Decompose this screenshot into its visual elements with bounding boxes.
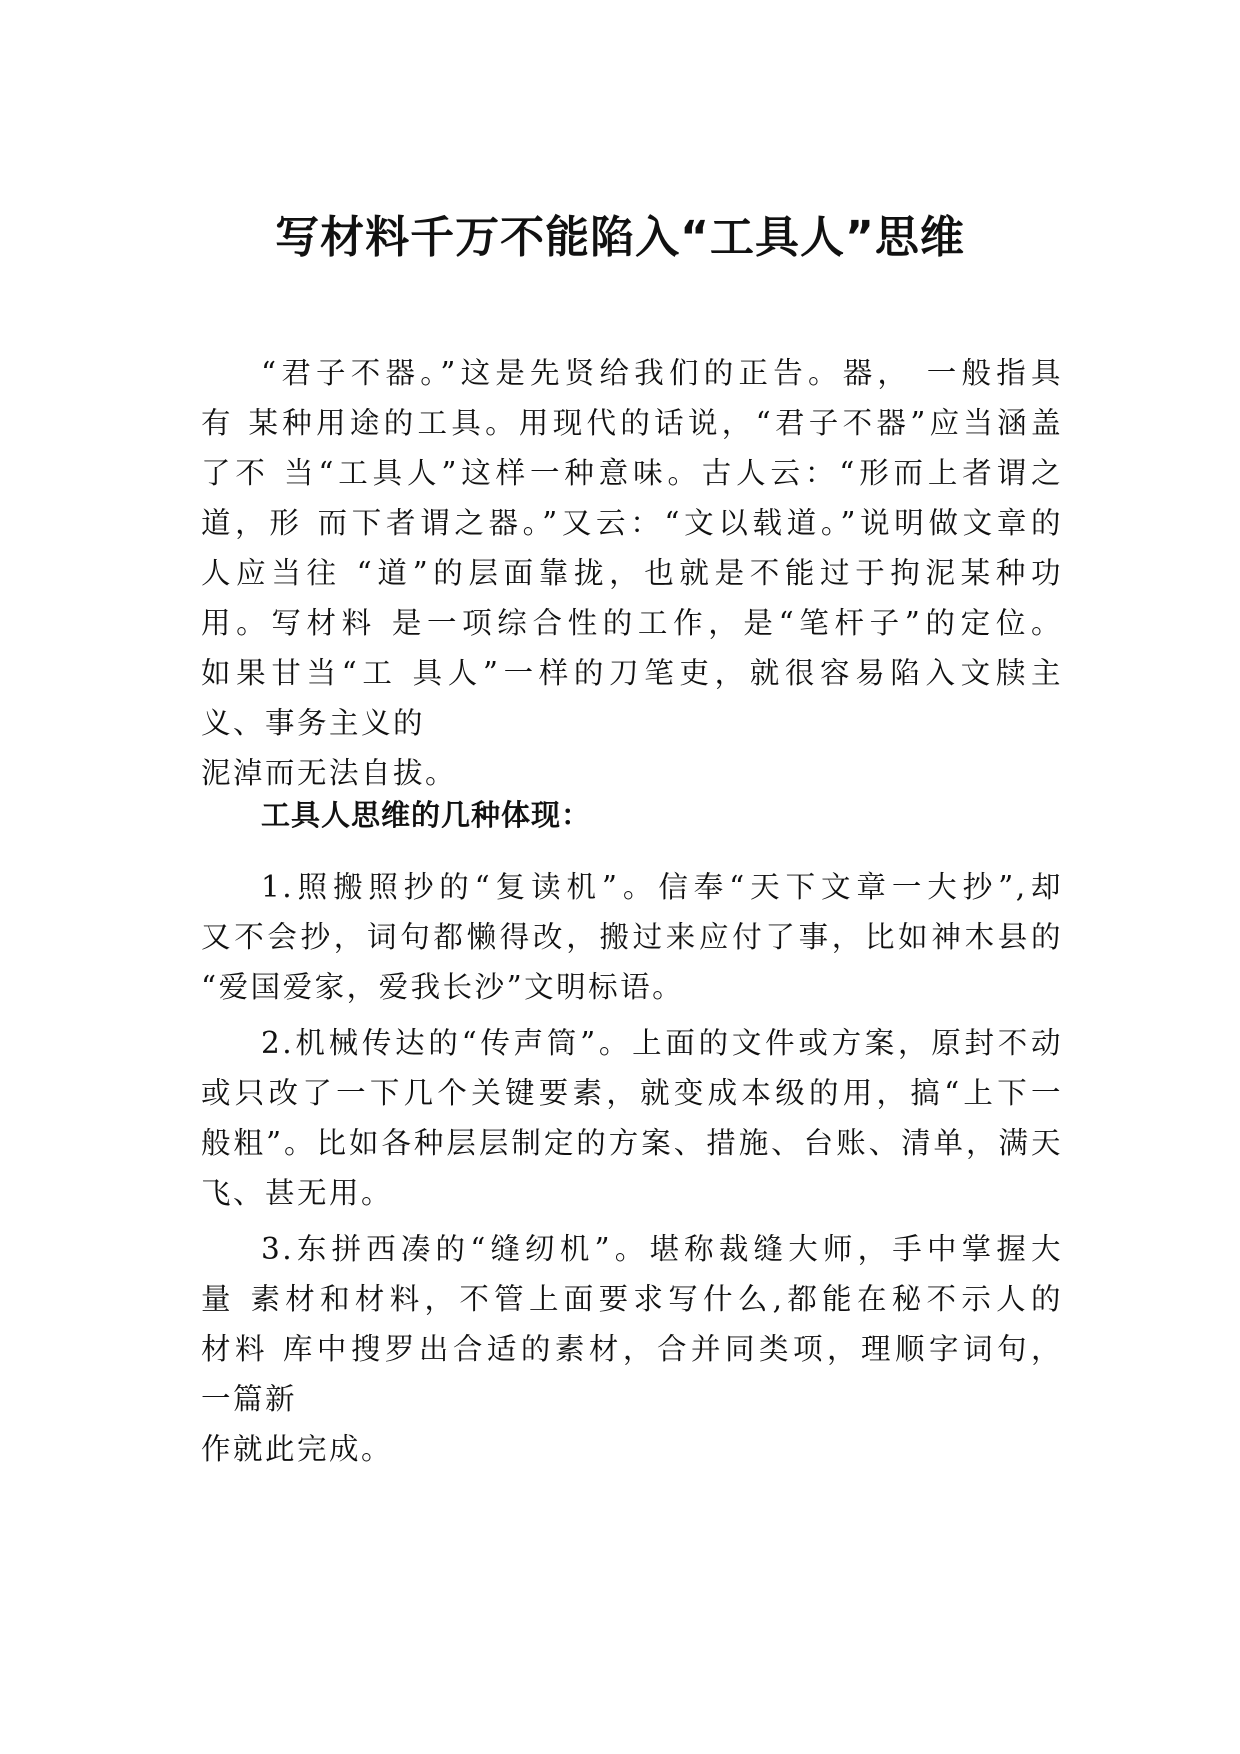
document-title: 写材料千万不能陷入“工具人”思维 (275, 212, 965, 263)
paragraph-line: 泥淖而无法自拔。 (201, 756, 458, 790)
paragraph-line: 一篇新 (201, 1382, 298, 1416)
section-heading: 工具人思维的几种体现： (261, 798, 592, 832)
paragraph-line: 3.东拼西凑的“缝纫机”。堪称裁缝大师，手中掌握大 (261, 1232, 1063, 1266)
paragraph-line: “爱国爱家，爱我长沙”文明标语。 (201, 970, 685, 1004)
intro-paragraph (201, 348, 1063, 798)
paragraph-line: 作就此完成。 (201, 1432, 394, 1466)
paragraph-line: 了不 当“工具人”这样一种意味。古人云：“形而上者谓之 (201, 456, 1063, 490)
item-3-paragraph (201, 1224, 1063, 1474)
paragraph-line: 飞、甚无用。 (201, 1176, 394, 1210)
paragraph-line: 或只改了一下几个关键要素，就变成本级的用，搞“上下一 (201, 1076, 1063, 1110)
item-2-paragraph (201, 1018, 1063, 1218)
paragraph-line: 如果甘当“工 具人”一样的刀笔吏，就很容易陷入文牍主 (201, 656, 1063, 690)
paragraph-line: 量 素材和材料，不管上面要求写什么,都能在秘不示人的 (201, 1282, 1063, 1316)
paragraph-line: 有 某种用途的工具。用现代的话说，“君子不器”应当涵盖 (201, 406, 1063, 440)
item-1-paragraph (201, 862, 1063, 1012)
paragraph-line: 1.照搬照抄的“复读机”。信奉“天下文章一大抄”,却 (261, 870, 1063, 904)
paragraph-line: 义、事务主义的 (201, 706, 426, 740)
paragraph-line: 人应当往 “道”的层面靠拢，也就是不能过于拘泥某种功 (201, 556, 1063, 590)
paragraph-line: 2.机械传达的“传声筒”。上面的文件或方案，原封不动 (261, 1026, 1063, 1060)
paragraph-line: 用。写材料 是一项综合性的工作，是“笔杆子”的定位。 (201, 606, 1063, 640)
paragraph-line: “君子不器。”这是先贤给我们的正告。器， 一般指具 (261, 356, 1063, 390)
paragraph-line: 又不会抄，词句都懒得改，搬过来应付了事，比如神木县的 (201, 920, 1063, 954)
paragraph-line: 材料 库中搜罗出合适的素材，合并同类项，理顺字词句， (201, 1332, 1063, 1366)
paragraph-line: 道，形 而下者谓之器。”又云：“文以载道。”说明做文章的 (201, 506, 1063, 540)
paragraph-line: 般粗”。比如各种层层制定的方案、措施、台账、清单，满天 (201, 1126, 1063, 1160)
